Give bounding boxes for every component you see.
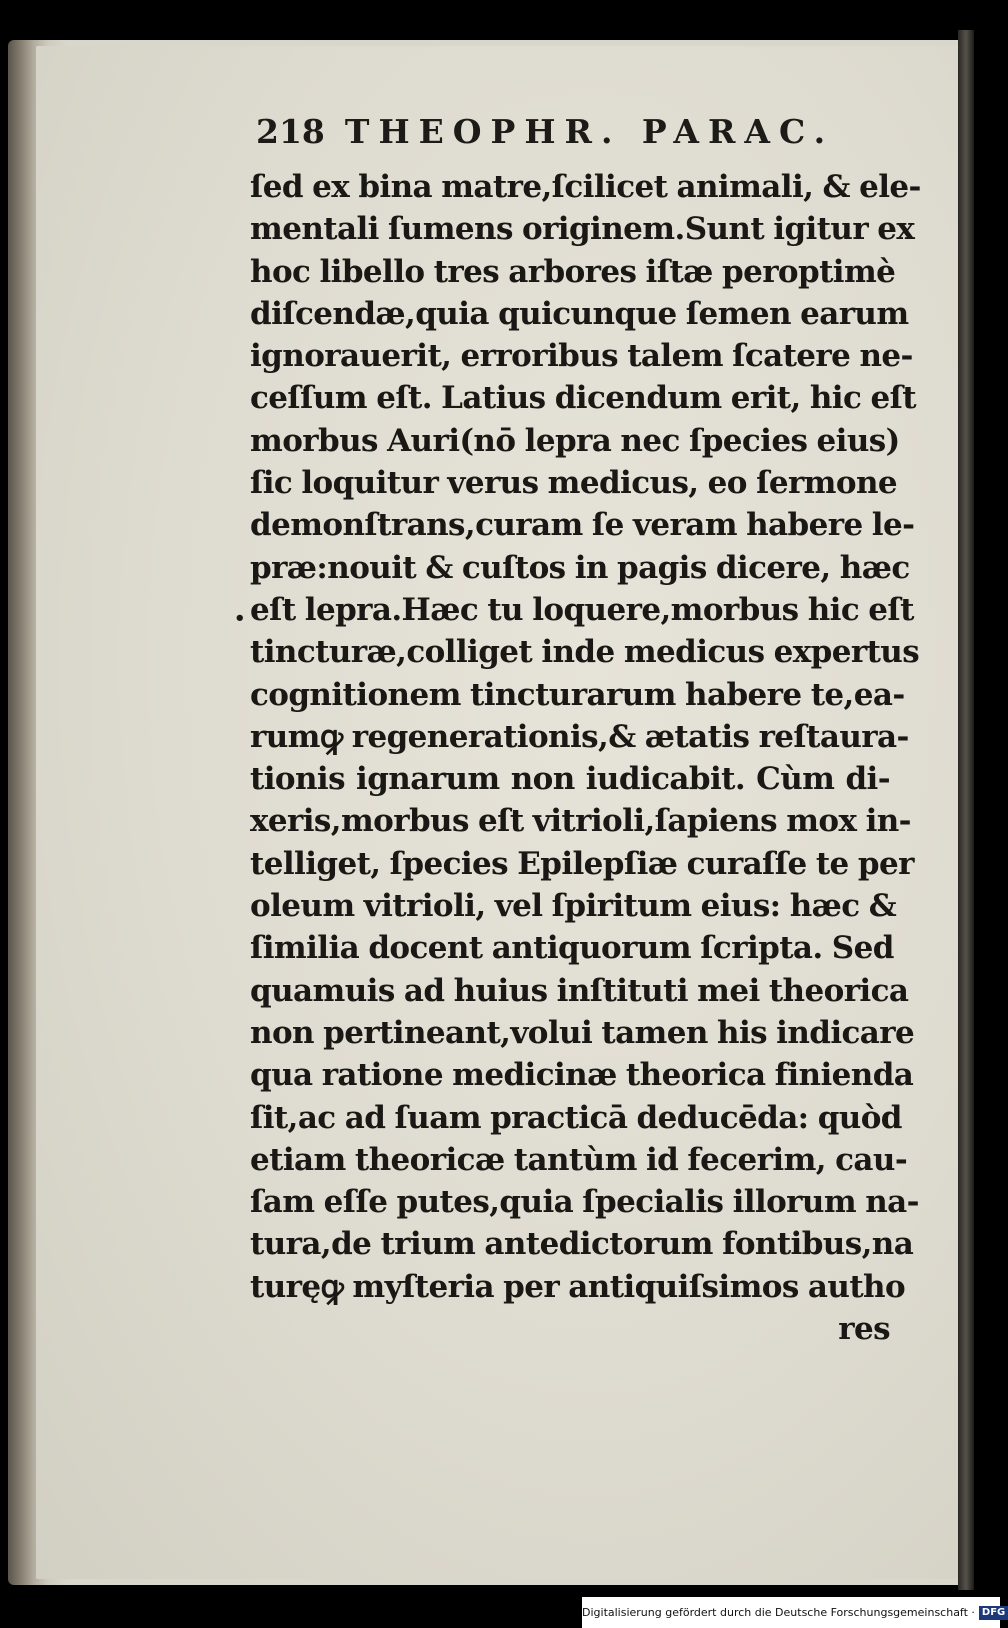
text-line: ſed ex bina matre,ſcilicet animali, & ele- xyxy=(250,169,921,205)
running-header xyxy=(256,112,896,160)
text-line: præ:nouit & cuſtos in pagis dicere, hæc xyxy=(250,549,910,586)
footer-text: Digitalisierung gefördert durch die Deutsche Forschungsgemeinschaft · xyxy=(582,1606,975,1619)
text-line: xeris,morbus eſt vitrioli,ſapiens mox in- xyxy=(250,803,911,840)
text-line: diſcendæ,quia quicunque ſemen earum xyxy=(250,295,909,332)
running-title: THEOPHR. PARAC. xyxy=(344,112,835,151)
text-line: ſimilia docent antiquorum ſcripta. Sed xyxy=(250,930,894,967)
digitization-footer xyxy=(582,1597,1006,1628)
text-line: quamuis ad huius inſtituti mei theorica xyxy=(250,972,909,1009)
margin-marker: • xyxy=(234,608,246,629)
text-line: tincturæ,colliget inde medicus expertus xyxy=(250,634,920,671)
text-line: demonſtrans,curam ſe veram habere le- xyxy=(250,507,915,544)
binding-edge xyxy=(958,30,974,1590)
text-line: rumꝙ regenerationis,& ætatis reſtaura- xyxy=(250,718,909,755)
text-line: ceſſum eſt. Latius dicendum erit, hic eſt xyxy=(250,380,917,417)
text-line: qua ratione medicinæ theorica finienda xyxy=(250,1057,914,1094)
text-line: mentali ſumens originem.Sunt igitur ex xyxy=(250,211,915,248)
text-line: eſt lepra.Hæc tu loquere,morbus hic eſt xyxy=(250,591,914,628)
text-line: turęꝙ myſteria per antiquiſsimos autho xyxy=(250,1268,906,1305)
text-line: tionis ignarum non iudicabit. Cùm di- xyxy=(250,761,890,798)
text-line: telliget, ſpecies Epilepſiæ curaſſe te per xyxy=(250,845,914,882)
page-number: 218 xyxy=(256,112,325,151)
body-text xyxy=(250,166,921,1350)
text-line: oleum vitrioli, vel ſpiritum eius: hæc & xyxy=(250,888,897,925)
text-line: etiam theoricæ tantùm id fecerim, cau- xyxy=(250,1141,908,1178)
dfg-logo: DFG xyxy=(979,1606,1008,1620)
text-line: ſic loquitur verus medicus, eo ſermone xyxy=(250,465,898,502)
text-line: tura,de trium antedictorum fontibus,na xyxy=(250,1226,914,1263)
text-line: ſam eſſe putes,quia ſpecialis illorum na- xyxy=(250,1184,919,1221)
text-line: non pertineant,volui tamen his indicare xyxy=(250,1014,915,1051)
text-line: ſit,ac ad ſuam practicā deducēda: quòd xyxy=(250,1099,902,1136)
text-line: morbus Auri(nō lepra nec ſpecies eius) xyxy=(250,422,900,459)
text-line: ignorauerit, erroribus talem ſcatere ne- xyxy=(250,338,913,375)
catchword: res xyxy=(838,1311,890,1348)
text-line: hoc libello tres arbores iſtæ peroptimè xyxy=(250,253,896,290)
text-line: cognitionem tincturarum habere te,ea- xyxy=(250,676,905,713)
